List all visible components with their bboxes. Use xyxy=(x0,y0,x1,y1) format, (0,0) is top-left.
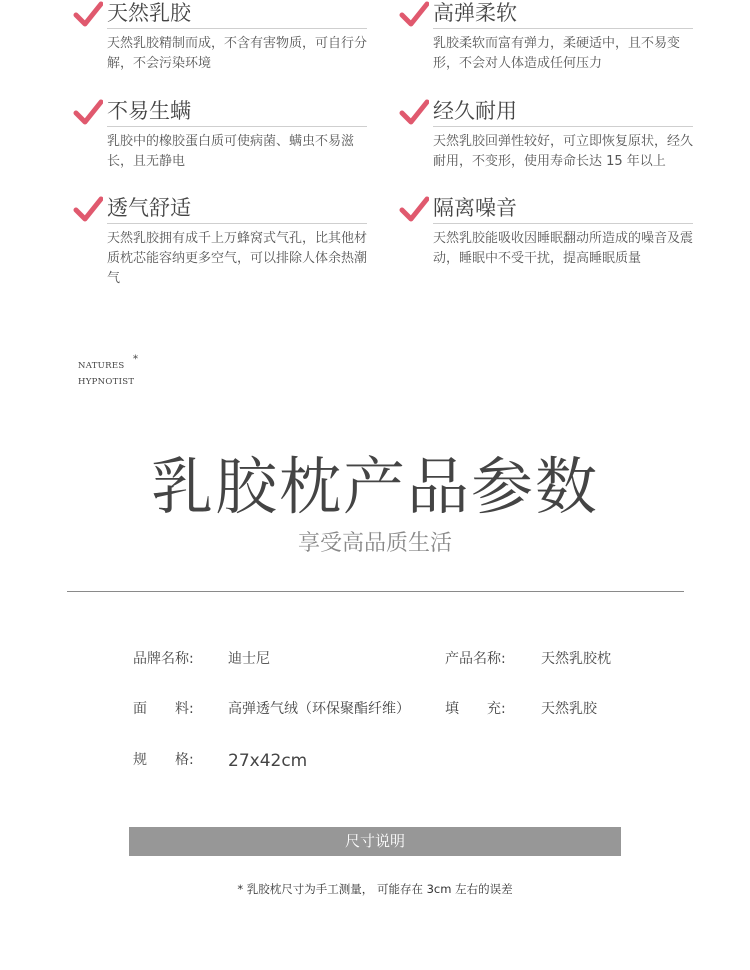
param-surface-label: 面 料: xyxy=(133,701,194,717)
feature-title: 透气舒适 xyxy=(107,195,367,224)
feature-desc: 乳胶柔软而富有弹力，柔硬适中，且不易变形，不会对人体造成任何压力 xyxy=(433,36,681,71)
brand-star: * xyxy=(133,354,139,365)
param-spec-label: 规 格: xyxy=(133,752,194,768)
feature-title: 经久耐用 xyxy=(433,98,693,127)
param-spec-value: 27x42cm xyxy=(228,751,308,771)
feature-title: 隔离噪音 xyxy=(433,195,693,224)
check-icon xyxy=(73,195,103,225)
feature-desc: 乳胶中的橡胶蛋白质可使病菌、螨虫不易滋长，且无静电 xyxy=(107,134,355,169)
feature-desc: 天然乳胶回弹性较好，可立即恢复原状，经久耐用，不变形，使用寿命长达 15 年以上 xyxy=(433,134,694,169)
feature-title: 不易生螨 xyxy=(107,98,367,127)
brand-logo xyxy=(78,354,139,390)
check-icon xyxy=(73,0,103,30)
brand-line-2: HYPNOTIST xyxy=(78,377,135,387)
feature-desc: 天然乳胶精制而成，不含有害物质，可自行分解，不会污染环境 xyxy=(107,36,368,71)
param-filling-label: 填 充: xyxy=(445,701,506,717)
param-surface-value: 高弹透气绒（环保聚酯纤维） xyxy=(228,701,410,717)
feature-desc: 天然乳胶能吸收因睡眠翻动所造成的噪音及震动，睡眠中不受干扰，提高睡眠质量 xyxy=(433,231,694,266)
check-icon xyxy=(399,195,429,225)
param-brand-value: 迪士尼 xyxy=(228,651,270,667)
param-product-label: 产品名称: xyxy=(445,651,506,667)
brand-line-1: NATURES xyxy=(78,361,125,371)
check-icon xyxy=(399,98,429,128)
page-subtitle: 享受高品质生活 xyxy=(297,531,452,556)
param-product-value: 天然乳胶枕 xyxy=(541,651,611,667)
section-divider xyxy=(67,591,684,592)
page-title: 乳胶枕产品参数 xyxy=(150,450,599,523)
feature-title: 高弹柔软 xyxy=(433,0,693,29)
param-brand-label: 品牌名称: xyxy=(133,651,194,667)
feature-title: 天然乳胶 xyxy=(107,0,367,29)
check-icon xyxy=(399,0,429,30)
size-description-bar: 尺寸说明 xyxy=(129,827,621,856)
param-filling-value: 天然乳胶 xyxy=(541,701,597,717)
feature-desc: 天然乳胶拥有成千上万蜂窝式气孔，比其他材质枕芯能容纳更多空气，可以排除人体余热潮气 xyxy=(107,231,368,286)
measurement-note: * 乳胶枕尺寸为手工测量， 可能存在 3cm 左右的误差 xyxy=(237,882,513,896)
check-icon xyxy=(73,98,103,128)
